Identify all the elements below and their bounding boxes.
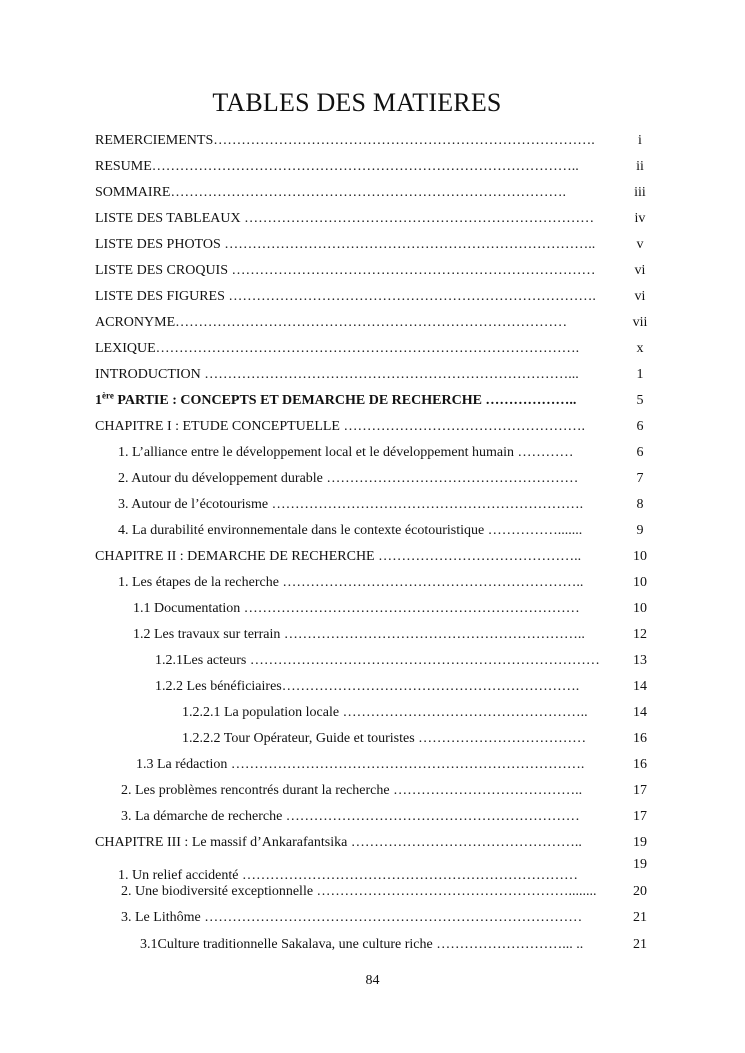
toc-entry-title	[95, 391, 618, 411]
toc-entry-page: 1	[636, 367, 644, 382]
toc-entry	[0, 131, 745, 151]
toc-entry-page: x	[636, 341, 644, 356]
toc-entry	[0, 807, 745, 827]
toc-entry-title: INTRODUCTION ……………………………………………………………………...	[95, 367, 579, 382]
toc-entry-title: REMERCIEMENTS……………………………………………………………………….	[95, 133, 595, 148]
part-title: PARTIE : CONCEPTS ET DEMARCHE DE RECHERCHE ………………..	[113, 393, 577, 408]
toc-entry-title: CHAPITRE II : DEMARCHE DE RECHERCHE ……………………………………..	[95, 549, 582, 564]
toc-entry-page: vii	[632, 315, 648, 330]
toc-entry-title: 3. Le Lithôme ………………………………………………………………………	[121, 910, 583, 925]
toc-entry-title: LISTE DES FIGURES …………………………………………………………………….	[95, 289, 596, 304]
toc-entry	[0, 599, 745, 619]
toc-entry	[0, 313, 745, 333]
toc-entry	[0, 703, 745, 723]
toc-entry	[0, 365, 745, 385]
toc-entry-page: 19	[633, 857, 647, 872]
toc-entry	[0, 209, 745, 229]
toc-entry-title: 4. La durabilité environnementale dans le contexte écotouristique …………….......	[118, 523, 583, 538]
toc-entry-title: 2. Autour du développement durable ………………………………………………	[118, 471, 579, 486]
toc-entry-page: 13	[633, 653, 647, 668]
toc-entry-page: 19	[633, 835, 647, 850]
toc-entry-page: 12	[633, 627, 647, 642]
toc-entry-title: 1.2.2 Les bénéficiaires……………………………………………………….	[155, 679, 580, 694]
toc-entry-title: 1.1 Documentation ………………………………………………………………	[133, 601, 580, 616]
toc-entry-page: 10	[633, 549, 647, 564]
part-number: 1	[95, 393, 102, 408]
page-title: TABLES DES MATIERES	[212, 88, 502, 117]
toc-entry	[0, 882, 745, 902]
toc-entry	[0, 547, 745, 567]
toc-entry	[0, 755, 745, 775]
toc-entry-page: i	[638, 133, 642, 148]
toc-entry	[0, 235, 745, 255]
toc-entry-page: 17	[633, 809, 647, 824]
toc-entry-page: iii	[634, 185, 646, 200]
toc-entry	[0, 391, 745, 411]
toc-entry	[0, 935, 745, 955]
toc-entry-page: 14	[633, 679, 647, 694]
toc-entry-title: CHAPITRE I : ETUDE CONCEPTUELLE …………………………………………….	[95, 419, 585, 434]
toc-entry-title: 1.3 La rédaction ………………………………………………………………….	[136, 757, 585, 772]
toc-entry-title: 2. Les problèmes rencontrés durant la recherche …………………………………..	[121, 783, 583, 798]
toc-entry	[0, 908, 745, 928]
toc-entry-page: 5	[636, 393, 644, 408]
toc-entry-title: LEXIQUE……………………………………………………………………………….	[95, 341, 580, 356]
toc-entry-title: 3.1Culture traditionnelle Sakalava, une culture riche ………………………... ..	[140, 937, 584, 952]
toc-entry-title: 1.2.1Les acteurs …………………………………………………………………	[155, 653, 600, 668]
toc-entry-title: LISTE DES CROQUIS ……………………………………………………………………	[95, 263, 596, 278]
toc-entry	[0, 261, 745, 281]
toc-entry-page: 21	[633, 910, 647, 925]
toc-entry	[0, 781, 745, 801]
toc-entry-title: 1.2.2.2 Tour Opérateur, Guide et touristes ………………………………	[182, 731, 587, 746]
toc-entry-page: 14	[633, 705, 647, 720]
toc-entry	[0, 495, 745, 515]
toc-entry-page: 16	[633, 731, 647, 746]
toc-entry-title: RESUME………………………………………………………………………………..	[95, 159, 579, 174]
toc-entry	[0, 339, 745, 359]
toc-entry	[0, 651, 745, 671]
toc-entry-page: 6	[636, 419, 644, 434]
toc-entry	[0, 573, 745, 593]
part-superscript: ère	[102, 391, 114, 401]
toc-entry	[0, 443, 745, 463]
toc-entry-page: 17	[633, 783, 647, 798]
toc-entry-page: 7	[636, 471, 644, 486]
page-number: 84	[365, 973, 380, 988]
toc-entry	[0, 157, 745, 177]
toc-entry-title: 3. Autour de l’écotourisme ………………………………………………………….	[118, 497, 584, 512]
toc-entry-title: 3. La démarche de recherche ………………………………………………………	[121, 809, 580, 824]
toc-entry-page: vi	[634, 289, 646, 304]
toc-entry-page: v	[636, 237, 644, 252]
toc-entry-page: 6	[636, 445, 644, 460]
toc-entry-page: 9	[636, 523, 644, 538]
toc-entry-title: 2. Une biodiversité exceptionnelle ………………………………………………........	[121, 884, 597, 899]
toc-entry-page: 10	[633, 575, 647, 590]
toc-entry	[0, 469, 745, 489]
toc-entry-title: ACRONYME…………………………………………………………………………	[95, 315, 568, 330]
toc-entry	[0, 833, 745, 853]
toc-entry	[0, 625, 745, 645]
toc-entry-page: 10	[633, 601, 647, 616]
toc-entry	[0, 729, 745, 749]
toc-entry-title: 1. L’alliance entre le développement local et le développement humain …………	[118, 445, 574, 460]
toc-entry-page: 16	[633, 757, 647, 772]
toc-entry	[0, 417, 745, 437]
toc-entry-page: 20	[633, 884, 647, 899]
toc-entry-title: LISTE DES TABLEAUX …………………………………………………………………	[95, 211, 595, 226]
toc-entry-title: 1.2 Les travaux sur terrain ………………………………………………………..	[133, 627, 585, 642]
toc-entry-title: 1. Un relief accidenté ………………………………………………………………	[118, 868, 578, 883]
toc-entry	[0, 183, 745, 203]
toc-entry-title: LISTE DES PHOTOS ……………………………………………………………………..	[95, 237, 596, 252]
toc-entry	[0, 287, 745, 307]
toc-entry-page: 8	[636, 497, 644, 512]
toc-entry-title: SOMMAIRE………………………………………………………………………….	[95, 185, 566, 200]
toc-entry-page: iv	[634, 211, 646, 226]
toc-entry	[0, 521, 745, 541]
toc-entry-page: ii	[636, 159, 644, 174]
toc-entry	[0, 677, 745, 697]
toc-entry-page: vi	[634, 263, 646, 278]
toc-entry-title: 1. Les étapes de la recherche ………………………………………………………..	[118, 575, 584, 590]
toc-entry-page: 21	[633, 937, 647, 952]
toc-entry-title: 1.2.2.1 La population locale ……………………………………………..	[182, 705, 588, 720]
toc-entry-title: CHAPITRE III : Le massif d’Ankarafantsika …………………………………………..	[95, 835, 582, 850]
